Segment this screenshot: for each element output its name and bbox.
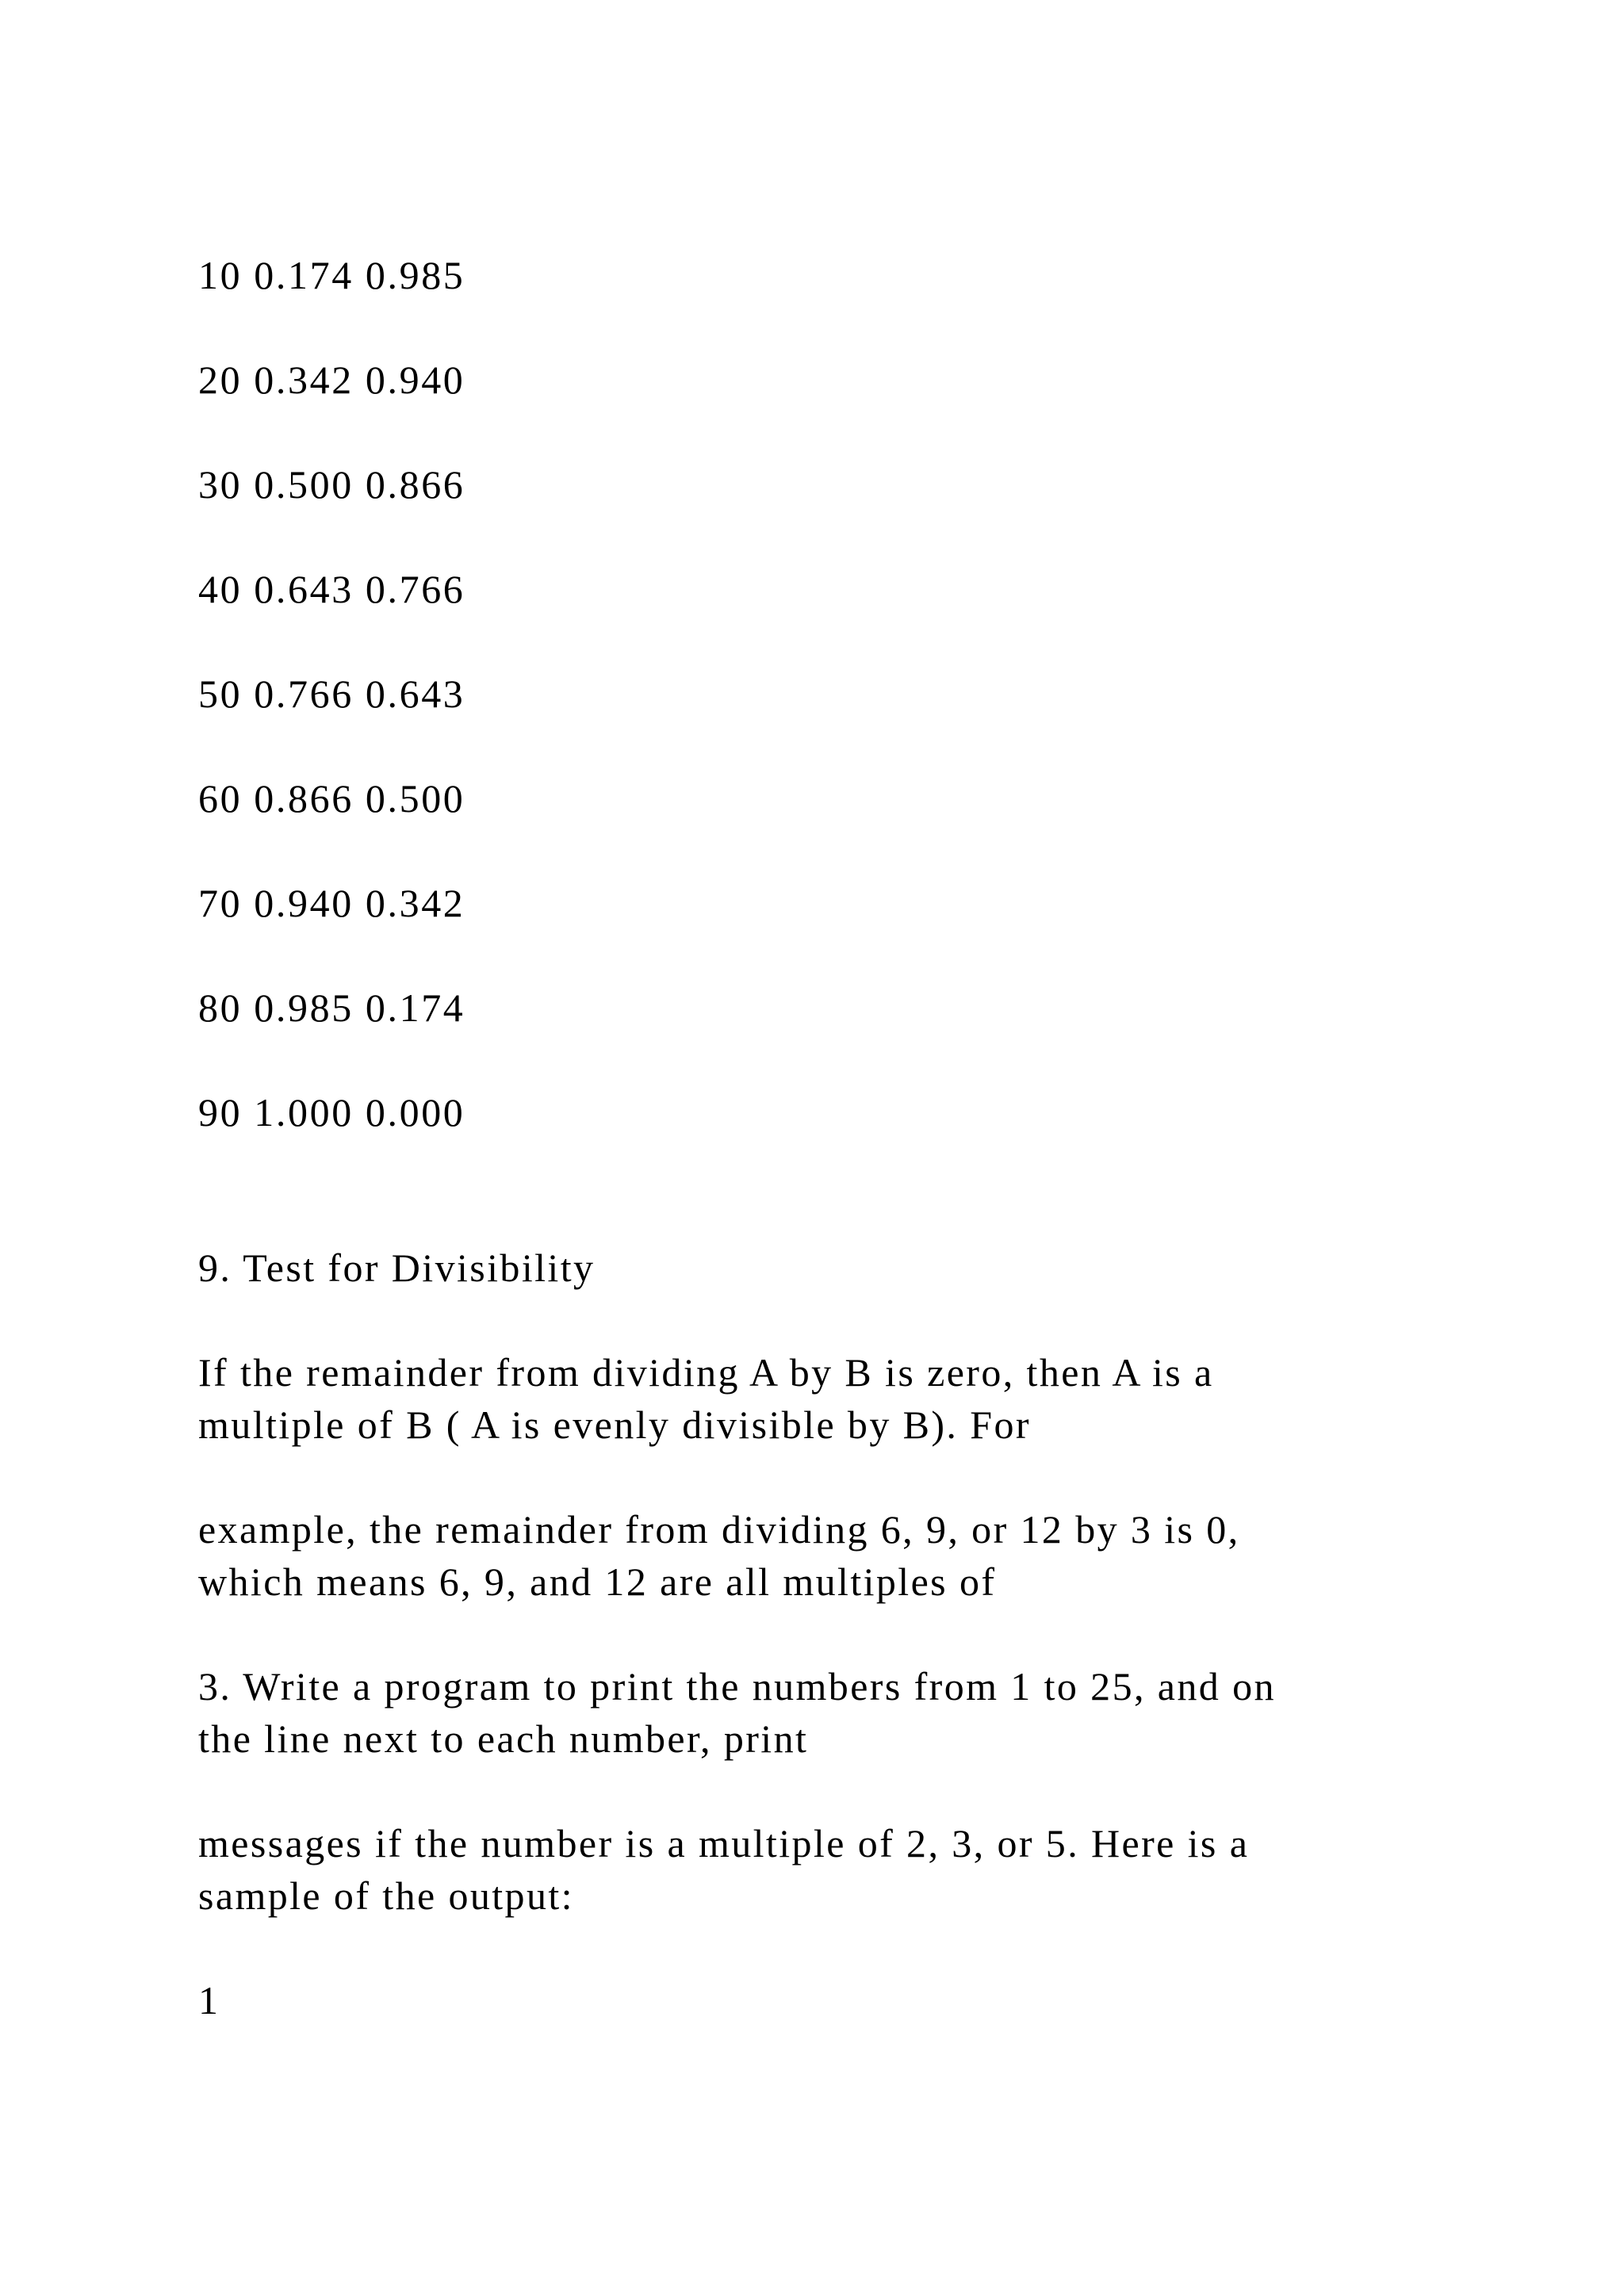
table-row: 20 0.342 0.940 (198, 358, 465, 402)
section-heading: 9. Test for Divisibility (198, 1246, 596, 1290)
paragraph-line: If the remainder from dividing A by B is zero, then A is a (198, 1350, 1214, 1395)
table-row: 60 0.866 0.500 (198, 776, 465, 821)
paragraph-line: sample of the output: (198, 1873, 574, 1918)
table-row: 90 1.000 0.000 (198, 1090, 465, 1135)
table-row: 10 0.174 0.985 (198, 253, 465, 297)
paragraph-line: example, the remainder from dividing 6, 9, or 12 by 3 is 0, (198, 1507, 1240, 1552)
paragraph-line: multiple of B ( A is evenly divisible by B). For (198, 1402, 1031, 1447)
table-row: 70 0.940 0.342 (198, 881, 465, 925)
sample-output-line: 1 (198, 1978, 220, 2022)
paragraph-line: which means 6, 9, and 12 are all multiples of (198, 1559, 997, 1604)
table-row: 30 0.500 0.866 (198, 462, 465, 507)
table-row: 40 0.643 0.766 (198, 567, 465, 611)
paragraph-line: 3. Write a program to print the numbers from 1 to 25, and on (198, 1664, 1276, 1709)
paragraph-line: messages if the number is a multiple of 2, 3, or 5. Here is a (198, 1821, 1250, 1866)
table-row: 50 0.766 0.643 (198, 672, 465, 716)
table-row: 80 0.985 0.174 (198, 985, 465, 1030)
paragraph-line: the line next to each number, print (198, 1716, 809, 1761)
